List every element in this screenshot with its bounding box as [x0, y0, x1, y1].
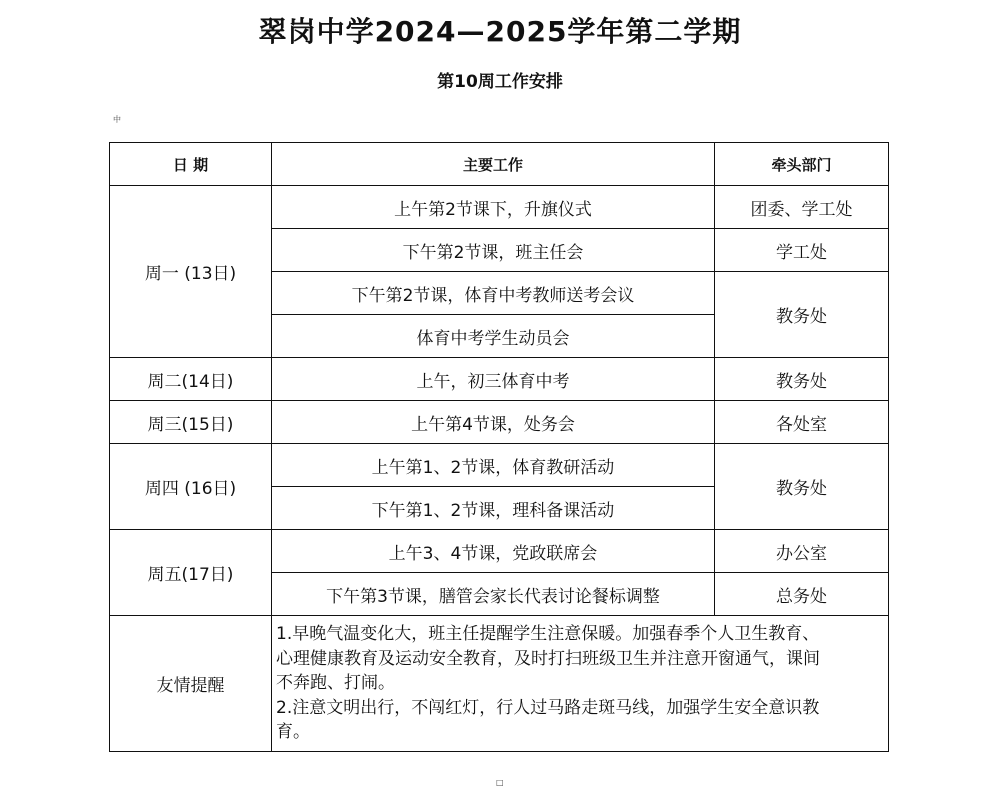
column-header-dept: 牵头部门	[715, 143, 889, 186]
work-cell: 上午3、4节课，党政联席会	[272, 530, 715, 573]
date-cell-monday: 周一 (13日)	[110, 186, 272, 358]
reminder-line: 1.早晚气温变化大，班主任提醒学生注意保暖。加强春季个人卫生教育、	[276, 624, 820, 644]
schedule-table	[109, 142, 889, 752]
dept-cell: 办公室	[715, 530, 889, 573]
table-row	[110, 530, 889, 573]
date-cell-wednesday: 周三(15日)	[110, 401, 272, 444]
dept-cell: 各处室	[715, 401, 889, 444]
small-mark: 中	[113, 115, 121, 124]
reminder-content	[272, 616, 889, 752]
dept-cell: 教务处	[715, 444, 889, 530]
dept-cell: 总务处	[715, 573, 889, 616]
table-row	[110, 444, 889, 487]
table-row	[110, 401, 889, 444]
work-cell: 上午第2节课下，升旗仪式	[272, 186, 715, 229]
column-header-date: 日 期	[110, 143, 272, 186]
reminder-line: 育。	[276, 722, 310, 742]
page-title: 翠岗中学2024—2025学年第二学期	[258, 15, 742, 48]
reminder-line: 心理健康教育及运动安全教育，及时打扫班级卫生并注意开窗通气，课间	[276, 648, 820, 669]
table-row	[110, 186, 889, 229]
table-header-row	[110, 143, 889, 186]
dept-cell: 教务处	[715, 272, 889, 358]
dept-cell: 教务处	[715, 358, 889, 401]
reminder-label: 友情提醒	[110, 616, 272, 752]
date-cell-thursday: 周四 (16日)	[110, 444, 272, 530]
page-subtitle: 第10周工作安排	[437, 72, 563, 92]
reminder-line: 2.注意文明出行，不闯红灯，行人过马路走斑马线，加强学生安全意识教	[276, 697, 820, 718]
date-cell-tuesday: 周二(14日)	[110, 358, 272, 401]
work-cell: 上午第4节课，处务会	[272, 401, 715, 444]
work-cell: 上午第1、2节课，体育教研活动	[272, 444, 715, 487]
work-cell: 下午第1、2节课，理科备课活动	[272, 487, 715, 530]
work-cell: 下午第2节课，体育中考教师送考会议	[272, 272, 715, 315]
work-cell: 下午第3节课，膳管会家长代表讨论餐标调整	[272, 573, 715, 616]
column-header-work: 主要工作	[272, 143, 715, 186]
reminder-line: 不奔跑、打闹。	[276, 673, 395, 693]
work-cell: 体育中考学生动员会	[272, 315, 715, 358]
dept-cell: 学工处	[715, 229, 889, 272]
work-cell: 上午，初三体育中考	[272, 358, 715, 401]
reminder-row	[110, 616, 889, 752]
footer-mark: □	[496, 778, 504, 787]
table-row	[110, 358, 889, 401]
dept-cell: 团委、学工处	[715, 186, 889, 229]
work-cell: 下午第2节课，班主任会	[272, 229, 715, 272]
date-cell-friday: 周五(17日)	[110, 530, 272, 616]
